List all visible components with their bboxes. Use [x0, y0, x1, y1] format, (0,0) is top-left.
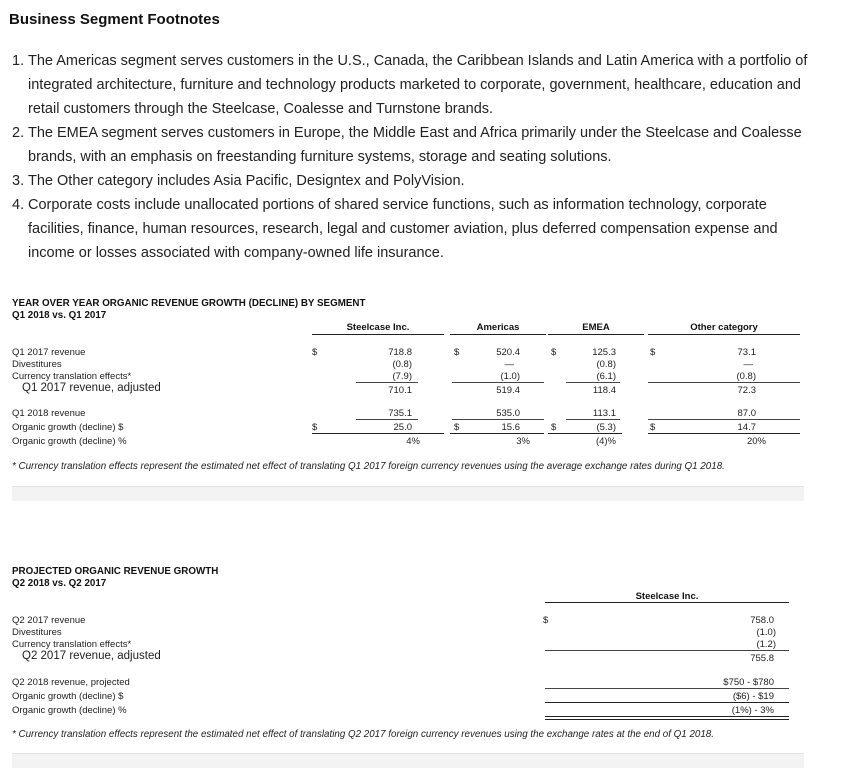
col-header-emea: EMEA	[582, 322, 610, 333]
cell-value: (1%) - 3%	[731, 705, 774, 716]
subtotal-rule	[566, 419, 620, 420]
row-label-adjusted: Q2 2017 revenue, adjusted	[22, 650, 161, 662]
row-label-currency-effects: Currency translation effects*	[12, 371, 132, 382]
row-label-divestitures: Divestitures	[12, 359, 62, 370]
cell-value: 20%	[746, 436, 766, 447]
subtotal-rule	[545, 688, 789, 689]
double-rule	[545, 716, 789, 720]
subtotal-rule	[566, 382, 620, 383]
cell-value: 73.1	[737, 347, 756, 358]
cell-value: 535.0	[496, 408, 520, 419]
separator-band	[12, 753, 804, 768]
header-rule	[312, 334, 444, 335]
dollar-sign: $	[312, 422, 318, 433]
cell-value: (0.8)	[736, 371, 756, 382]
row-label-q1-2017-revenue: Q1 2017 revenue	[12, 347, 86, 358]
cell-value: (1.0)	[500, 371, 520, 382]
footnote-text: The Other category includes Asia Pacific, Designtex and PolyVision.	[28, 173, 465, 189]
subtotal-rule	[356, 382, 418, 383]
header-rule	[548, 334, 644, 335]
header-rule	[648, 334, 800, 335]
row-label-q1-2018-revenue: Q1 2018 revenue	[12, 408, 86, 419]
row-label-adjusted: Q1 2017 revenue, adjusted	[22, 382, 161, 394]
row-label-q2-2018-projected: Q2 2018 revenue, projected	[12, 677, 130, 688]
cell-value: 755.8	[750, 653, 774, 664]
table1-title: YEAR OVER YEAR ORGANIC REVENUE GROWTH (DECLINE) BY SEGMENT	[12, 298, 366, 309]
subtotal-rule	[545, 650, 789, 651]
col-header-other: Other category	[690, 322, 758, 333]
cell-value: 14.7	[737, 422, 756, 433]
dollar-sign: $	[312, 347, 318, 358]
dollar-sign: $	[551, 422, 557, 433]
cell-value: (1.2)	[756, 639, 776, 650]
table2-footnote: * Currency translation effects represent the estimated net effect of translating Q2 2017 foreign currency revenues using the exchange rates at the end of Q1 2018.	[12, 729, 714, 740]
subtotal-rule	[648, 419, 800, 420]
row-label-organic-pct: Organic growth (decline) %	[12, 436, 127, 447]
dollar-sign: $	[454, 422, 460, 433]
dollar-sign: $	[650, 422, 656, 433]
cell-value: (1.0)	[756, 627, 776, 638]
footnote-text: The EMEA segment serves customers in Europe, the Middle East and Africa primarily under the Steelcase and Coalesse brands, with an emphasis on freestanding furniture systems, storage and seating solutions.	[28, 125, 802, 165]
row-label-divestitures: Divestitures	[12, 627, 62, 638]
col-header-steelcase: Steelcase Inc.	[346, 322, 410, 333]
cell-value: (4)%	[595, 436, 616, 447]
dollar-sign: $	[551, 347, 557, 358]
cell-value: 718.8	[388, 347, 412, 358]
footnote-list	[12, 49, 822, 265]
col-header-steelcase: Steelcase Inc.	[635, 591, 699, 602]
cell-value: 735.1	[388, 408, 412, 419]
footnote-number: 3.	[12, 173, 25, 189]
cell-value: —	[743, 359, 753, 370]
footnote-number: 4.	[12, 197, 25, 213]
total-rule	[312, 433, 444, 434]
footnote-number: 1.	[12, 53, 25, 69]
dollar-sign: $	[454, 347, 460, 358]
footnote-text: Corporate costs include unallocated portions of shared service functions, such as information technology, corporate facilities, finance, human resources, research, legal and customer aviation, plus deferred compensation expense and income or losses associated with company-owned life insurance.	[28, 197, 778, 261]
table1-footnote: * Currency translation effects represent the estimated net effect of translating Q1 2017 foreign currency revenues using the average exchange rates during Q1 2018.	[12, 461, 725, 472]
cell-value: 125.3	[592, 347, 616, 358]
cell-value: 519.4	[496, 385, 520, 396]
total-rule	[648, 433, 800, 434]
cell-value: 758.0	[750, 615, 774, 626]
row-label-q2-2017-revenue: Q2 2017 revenue	[12, 615, 86, 626]
cell-value: 113.1	[592, 408, 616, 419]
footnote-item	[12, 193, 822, 265]
row-label-currency-effects: Currency translation effects*	[12, 639, 132, 650]
table1-subtitle: Q1 2018 vs. Q1 2017	[12, 310, 107, 321]
cell-value: (5.3)	[596, 422, 616, 433]
subtotal-rule	[648, 382, 800, 383]
subtotal-rule	[356, 419, 418, 420]
footnote-item	[12, 169, 822, 193]
cell-value: 87.0	[737, 408, 756, 419]
footnote-number: 2.	[12, 125, 25, 141]
footnote-item	[12, 49, 822, 121]
dollar-sign: $	[650, 347, 656, 358]
footnote-item	[12, 121, 822, 169]
row-label-organic-dollar: Organic growth (decline) $	[12, 422, 124, 433]
header-rule	[545, 602, 789, 603]
cell-value: 4%	[406, 436, 420, 447]
col-header-americas: Americas	[476, 322, 520, 333]
cell-value: 710.1	[388, 385, 412, 396]
dollar-sign: $	[543, 615, 549, 626]
cell-value: 25.0	[393, 422, 412, 433]
total-rule	[548, 433, 622, 434]
cell-value: ($6) - $19	[732, 691, 774, 702]
cell-value: (6.1)	[596, 371, 616, 382]
cell-value: (0.8)	[392, 359, 412, 370]
cell-value: (7.9)	[392, 371, 412, 382]
total-rule	[545, 702, 789, 703]
total-rule	[450, 433, 544, 434]
page-title: Business Segment Footnotes	[9, 11, 220, 28]
cell-value: 118.4	[592, 385, 616, 396]
subtotal-rule	[452, 419, 544, 420]
cell-value: 72.3	[737, 385, 756, 396]
row-label-organic-dollar: Organic growth (decline) $	[12, 691, 124, 702]
header-rule	[450, 334, 546, 335]
table2-subtitle: Q2 2018 vs. Q2 2017	[12, 578, 107, 589]
cell-value: 15.6	[501, 422, 520, 433]
cell-value: —	[504, 359, 514, 370]
row-label-organic-pct: Organic growth (decline) %	[12, 705, 127, 716]
cell-value: 520.4	[496, 347, 520, 358]
table2-title: PROJECTED ORGANIC REVENUE GROWTH	[12, 566, 219, 577]
subtotal-rule	[452, 382, 544, 383]
cell-value: $750 - $780	[723, 677, 774, 688]
cell-value: 3%	[516, 436, 530, 447]
cell-value: (0.8)	[596, 359, 616, 370]
footnote-text: The Americas segment serves customers in the U.S., Canada, the Caribbean Islands and Latin America with a portfolio of integrated architecture, furniture and technology products marketed to corporate, government, healthcare, education and retail customers through the Steelcase, Coalesse and Turnstone brands.	[28, 53, 808, 117]
separator-band	[12, 486, 804, 501]
